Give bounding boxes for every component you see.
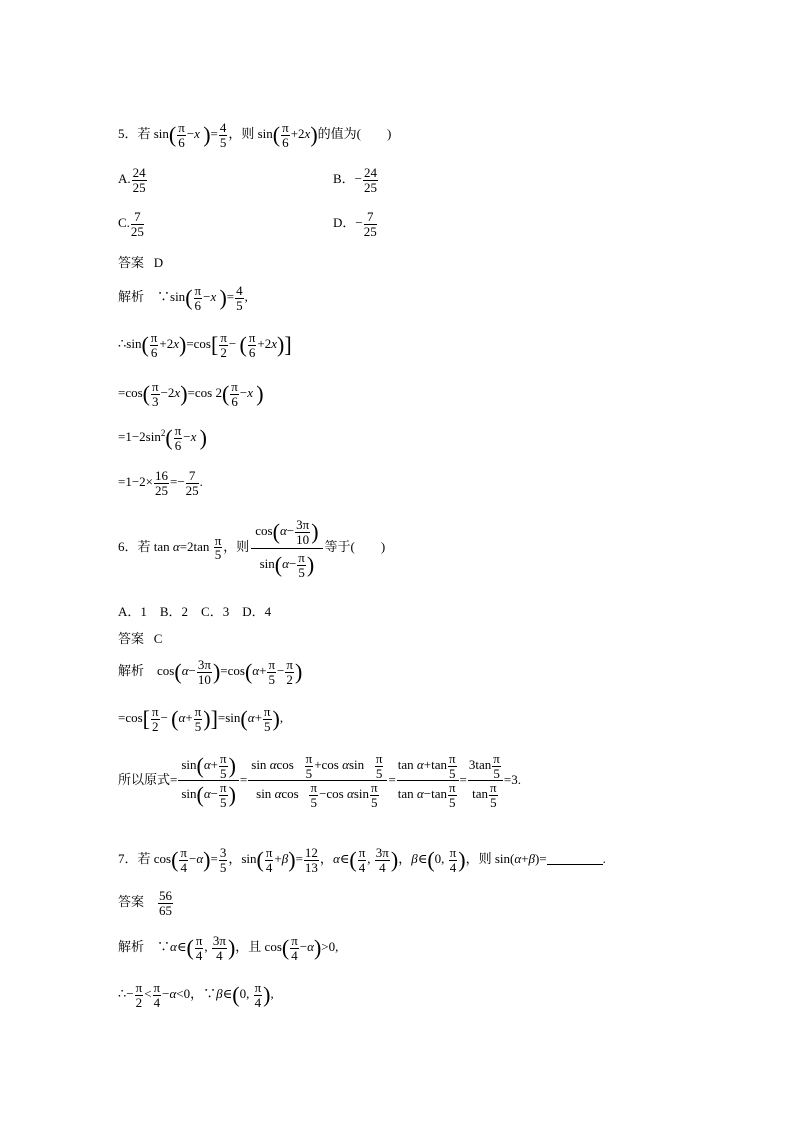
q5-analysis-label: 解析: [118, 289, 145, 305]
q6-answer-label: 答案: [118, 631, 145, 646]
q5-answer-value: D: [153, 255, 164, 270]
q6-analysis-3: 所以原式= sin(α+ $\frac{\pi}{5}$ ) sin(α− $\frac{\pi}{5}$ ) = sin αcos $\frac{\pi}{5}$ +cos αsin $\frac{\pi}{5}$ sin αcos $\frac{\pi}{5}$ −cos αsin $\frac{\pi}{5}$ = tan α+tan $\frac{\pi}{5}$ tan α−tan $\frac{\pi}{5}$ = 3tan $\frac{\pi}{5}$ tan $\frac{\pi}{5}$ =3.: [118, 751, 521, 810]
q6-stem: 6．若 tan α=2tan $\frac{\pi}{5}$ ，则 cos(α− $\frac{3\pi}{10}$ ) sin(α− $\frac{\pi}{5}$ ) 等于( ): [118, 517, 386, 580]
q5-option-b[interactable]: B．− $\frac{24}{25}$: [333, 165, 378, 195]
q7-answer-label: 答案: [118, 894, 145, 910]
q7-answer-blank[interactable]: [547, 864, 603, 865]
q7-analysis-2: ∴− $\frac{\pi}{2}$ < $\frac{\pi}{4}$ −α<0，∵β∈(0, $\frac{\pi}{4}$ ),: [118, 980, 274, 1010]
q5-analysis-5: =1−2× $\frac{16}{25}$ =− $\frac{7}{25}$ .: [118, 468, 203, 498]
q6-analysis-2: =cos[ $\frac{\pi}{2}$ − (α+ $\frac{\pi}{5}$ )]=sin(α+ $\frac{\pi}{5}$ ),: [118, 704, 284, 734]
q5-option-c[interactable]: C. $\frac{7}{25}$: [118, 209, 144, 239]
q7-answer-value: $\frac{56}{65}$: [159, 888, 173, 918]
q7-analysis-1: 解析 ∵α∈( $\frac{\pi}{4}$ , $\frac{3\pi}{4}$ )，且 cos( $\frac{\pi}{4}$ −α)>0,: [118, 933, 339, 963]
q5-option-d[interactable]: D．− $\frac{7}{25}$: [333, 209, 377, 239]
q7-analysis-label: 解析: [118, 939, 145, 955]
q5-answer-label: 答案: [118, 255, 145, 270]
q6-analysis-label: 解析: [118, 663, 145, 679]
q7-stem: 7．若 cos( $\frac{\pi}{4}$ −α)= $\frac{3}{5}$ ，sin( $\frac{\pi}{4}$ +β)= $\frac{12}{13}$ ，α∈( $\frac{\pi}{4}$ , $\frac{3\pi}{4}$ )，β∈(0, $\frac{\pi}{4}$ )，则 sin(α+β)= .: [118, 845, 606, 875]
q5-analysis-4: $=1-2\sin^2$( $\frac{\pi}{6}$ −x ): [118, 423, 207, 453]
q5-option-a[interactable]: A. $\frac{24}{25}$: [118, 165, 146, 195]
q6-options[interactable]: A．1 B．2 C．3 D．4: [118, 604, 272, 619]
q5-analysis-1: 解析 ∵sin( $\frac{\pi}{6}$ −x )= $\frac{4}{5}$ ,: [118, 283, 248, 313]
q5-answer: [118, 256, 163, 269]
q6-answer: [118, 632, 162, 645]
q5-stem: 5．若 sin( $\frac{\pi}{6}$ −x )= $\frac{4}{5}$ ，则 sin( $\frac{\pi}{6}$ +2x)的值为( ): [118, 120, 392, 150]
q5-analysis-3: =cos( $\frac{\pi}{3}$ −2x)=cos 2( $\frac{\pi}{6}$ −x ): [118, 379, 264, 409]
q6-analysis-1: 解析 cos(α− $\frac{3\pi}{10}$ )=cos(α+ $\frac{\pi}{5}$ − $\frac{\pi}{2}$ ): [118, 657, 303, 687]
q6-answer-value: C: [153, 631, 163, 646]
q5-analysis-2: ∴sin( $\frac{\pi}{6}$ +2x)=cos[ $\frac{\pi}{2}$ − ( $\frac{\pi}{6}$ +2x)]: [118, 330, 292, 360]
q7-answer: [118, 889, 174, 917]
